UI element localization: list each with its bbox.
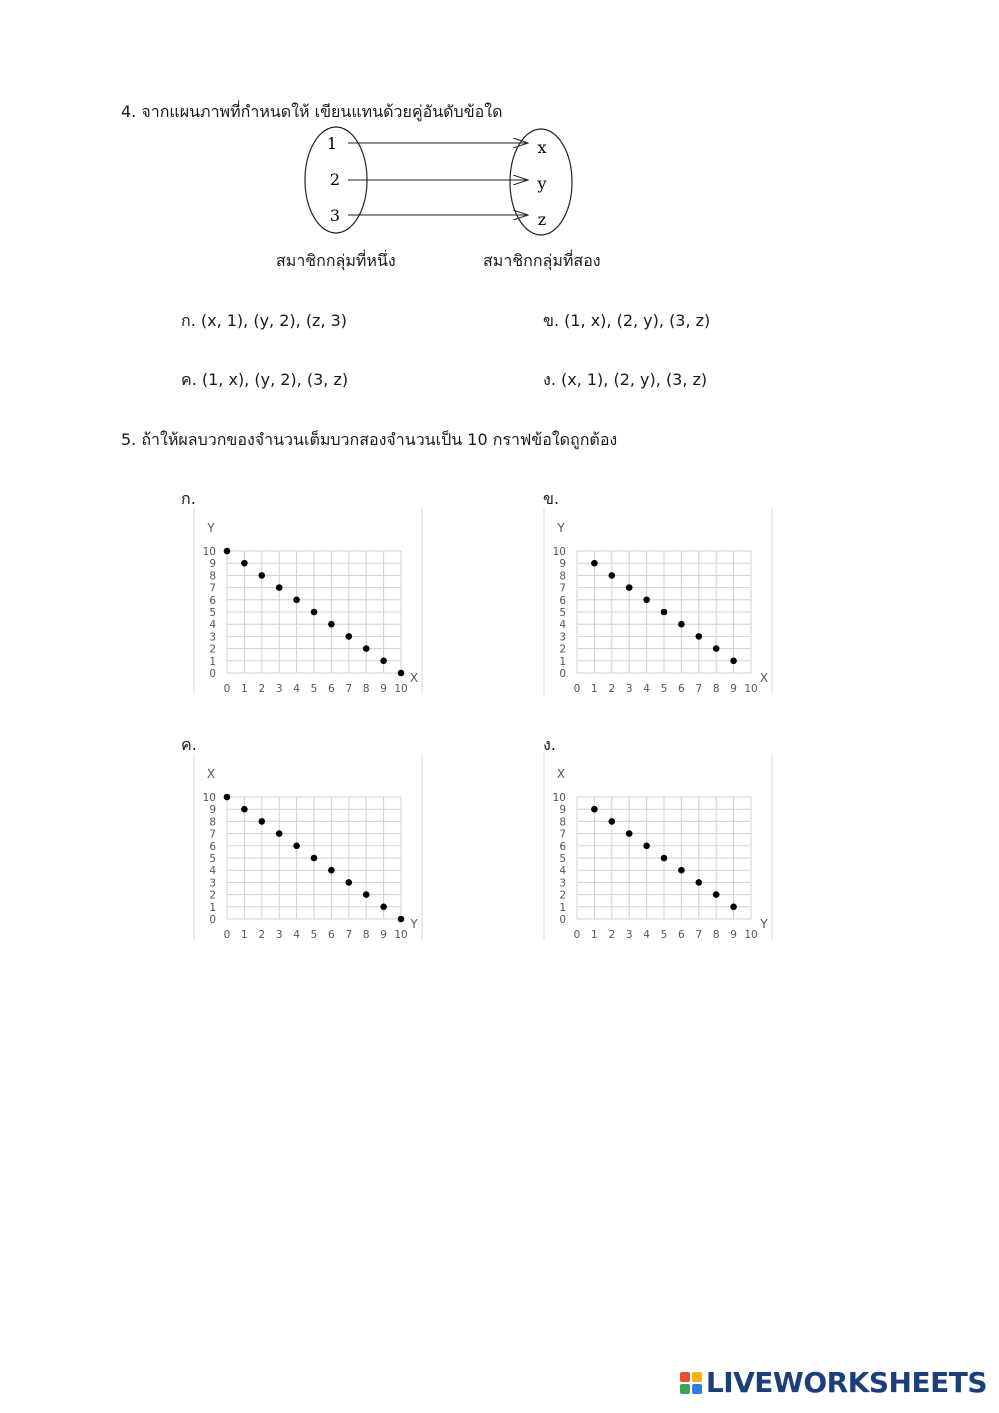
y-tick-label: 6 xyxy=(209,840,216,853)
q4-choice-b[interactable]: ข. (1, x), (2, y), (3, z) xyxy=(543,311,711,330)
y-tick-label: 3 xyxy=(209,631,216,644)
data-point xyxy=(293,843,300,850)
data-point xyxy=(661,855,668,862)
x-tick-label: 3 xyxy=(625,929,633,941)
chart-b xyxy=(540,505,780,700)
data-point xyxy=(346,879,353,886)
x-tick-label: 5 xyxy=(660,929,668,941)
right-item-x: x xyxy=(537,138,547,157)
y-tick-label: 8 xyxy=(559,816,566,829)
chart-a-label[interactable]: ก. xyxy=(181,489,196,508)
data-point xyxy=(276,830,283,837)
y-tick-label: 8 xyxy=(559,570,566,583)
x-tick-label: 7 xyxy=(695,683,703,695)
x-tick-label: 10 xyxy=(394,683,408,695)
y-tick-label: 2 xyxy=(209,643,216,656)
data-point xyxy=(241,806,248,813)
y-tick-label: 10 xyxy=(552,792,566,804)
y-tick-label: 6 xyxy=(559,594,566,607)
chart-c-label[interactable]: ค. xyxy=(181,735,197,754)
y-tick-label: 9 xyxy=(209,558,216,571)
y-tick-label: 0 xyxy=(209,668,216,680)
x-tick-label: 9 xyxy=(380,929,387,941)
data-point xyxy=(224,794,231,801)
right-item-y: y xyxy=(537,174,547,193)
x-tick-label: 0 xyxy=(223,683,231,695)
data-point xyxy=(730,904,737,911)
chart-c xyxy=(190,751,430,946)
x-tick-label: 8 xyxy=(362,929,370,941)
data-point xyxy=(293,597,300,604)
data-point xyxy=(678,621,685,628)
x-tick-label: 6 xyxy=(328,929,335,941)
x-tick-label: 7 xyxy=(345,683,353,695)
x-tick-label: 2 xyxy=(258,929,266,941)
question-5-text: 5. ถ้าให้ผลบวกของจำนวนเต็มบวกสองจำนวนเป็น 10 กราฟข้อใดถูกต้อง xyxy=(121,430,618,449)
data-point xyxy=(259,818,266,825)
y-tick-label: 3 xyxy=(209,877,216,890)
x-axis-label: Y xyxy=(760,917,768,931)
x-axis-label: X xyxy=(409,671,419,685)
y-axis-label: Y xyxy=(557,521,565,535)
data-point xyxy=(591,806,598,813)
data-point xyxy=(380,658,387,665)
x-tick-label: 10 xyxy=(744,683,758,695)
data-point xyxy=(241,560,248,567)
data-point xyxy=(311,855,318,862)
data-point xyxy=(626,830,633,837)
y-tick-label: 9 xyxy=(209,804,216,817)
y-tick-label: 8 xyxy=(209,570,216,583)
question-4-text: 4. จากแผนภาพที่กำหนดให้ เขียนแทนด้วยคู่อันดับข้อใด xyxy=(121,102,503,121)
x-axis-label: Y xyxy=(410,917,418,931)
x-tick-label: 0 xyxy=(573,683,581,695)
y-tick-label: 9 xyxy=(559,804,566,817)
q4-choice-c[interactable]: ค. (1, x), (y, 2), (3, z) xyxy=(181,370,349,389)
data-point xyxy=(398,670,405,677)
x-tick-label: 1 xyxy=(241,929,248,941)
data-point xyxy=(713,891,720,898)
x-tick-label: 4 xyxy=(643,683,650,695)
y-tick-label: 10 xyxy=(552,546,566,558)
y-tick-label: 4 xyxy=(209,619,216,632)
chart-d-label[interactable]: ง. xyxy=(543,735,556,754)
logo-text: LIVEWORKSHEETS xyxy=(705,1366,987,1399)
y-tick-label: 8 xyxy=(209,816,216,829)
y-tick-label: 5 xyxy=(209,853,216,865)
x-tick-label: 5 xyxy=(660,683,668,695)
data-point xyxy=(380,904,387,911)
left-set-caption: สมาชิกกลุ่มที่หนึ่ง xyxy=(276,251,396,270)
y-tick-label: 6 xyxy=(559,840,566,853)
y-tick-label: 3 xyxy=(559,877,566,890)
y-tick-label: 2 xyxy=(559,889,566,902)
x-tick-label: 4 xyxy=(293,929,300,941)
x-tick-label: 2 xyxy=(258,683,266,695)
y-tick-label: 0 xyxy=(209,914,216,926)
y-tick-label: 10 xyxy=(202,792,216,804)
x-tick-label: 3 xyxy=(275,683,283,695)
logo-grid-icon xyxy=(680,1372,702,1394)
x-tick-label: 1 xyxy=(591,929,598,941)
x-tick-label: 7 xyxy=(345,929,353,941)
y-tick-label: 4 xyxy=(209,865,216,878)
chart-a xyxy=(190,505,430,700)
y-tick-label: 7 xyxy=(559,828,566,841)
data-point xyxy=(224,548,231,555)
data-point xyxy=(591,560,598,567)
data-point xyxy=(643,597,650,604)
x-tick-label: 4 xyxy=(293,683,300,695)
y-axis-label: X xyxy=(556,767,566,781)
q4-choice-a[interactable]: ก. (x, 1), (y, 2), (z, 3) xyxy=(181,311,348,330)
chart-b-label[interactable]: ข. xyxy=(543,489,560,508)
y-tick-label: 3 xyxy=(559,631,566,644)
y-tick-label: 4 xyxy=(559,619,566,632)
data-point xyxy=(678,867,685,874)
x-tick-label: 8 xyxy=(362,683,370,695)
data-point xyxy=(661,609,668,616)
x-tick-label: 4 xyxy=(643,929,650,941)
q4-choice-d[interactable]: ง. (x, 1), (2, y), (3, z) xyxy=(543,370,708,389)
data-point xyxy=(730,658,737,665)
y-tick-label: 5 xyxy=(209,607,216,619)
y-tick-label: 7 xyxy=(209,828,216,841)
x-tick-label: 1 xyxy=(241,683,248,695)
x-tick-label: 8 xyxy=(712,929,720,941)
right-set-caption: สมาชิกกลุ่มที่สอง xyxy=(483,251,601,270)
x-tick-label: 1 xyxy=(591,683,598,695)
x-tick-label: 5 xyxy=(310,929,318,941)
x-tick-label: 8 xyxy=(712,683,720,695)
y-axis-label: X xyxy=(206,767,216,781)
data-point xyxy=(363,891,370,898)
data-point xyxy=(609,572,616,579)
y-tick-label: 1 xyxy=(209,901,216,914)
y-tick-label: 1 xyxy=(559,655,566,668)
x-tick-label: 6 xyxy=(328,683,335,695)
y-tick-label: 0 xyxy=(559,668,566,680)
data-point xyxy=(643,843,650,850)
x-tick-label: 3 xyxy=(625,683,633,695)
x-tick-label: 9 xyxy=(380,683,387,695)
data-point xyxy=(363,645,370,652)
x-tick-label: 10 xyxy=(744,929,758,941)
left-item-3: 3 xyxy=(329,206,341,225)
data-point xyxy=(713,645,720,652)
y-tick-label: 2 xyxy=(559,643,566,656)
y-tick-label: 1 xyxy=(209,655,216,668)
x-tick-label: 10 xyxy=(394,929,408,941)
y-tick-label: 5 xyxy=(559,853,566,865)
y-tick-label: 7 xyxy=(209,582,216,595)
y-tick-label: 1 xyxy=(559,901,566,914)
data-point xyxy=(311,609,318,616)
y-tick-label: 10 xyxy=(202,546,216,558)
x-tick-label: 0 xyxy=(223,929,231,941)
data-point xyxy=(696,633,703,640)
x-tick-label: 7 xyxy=(695,929,703,941)
x-axis-label: X xyxy=(759,671,769,685)
left-item-1: 1 xyxy=(326,134,338,153)
data-point xyxy=(398,916,405,923)
data-point xyxy=(696,879,703,886)
y-axis-label: Y xyxy=(207,521,215,535)
y-tick-label: 4 xyxy=(559,865,566,878)
x-tick-label: 2 xyxy=(608,929,616,941)
data-point xyxy=(328,621,335,628)
x-tick-label: 0 xyxy=(573,929,581,941)
liveworksheets-logo xyxy=(680,1366,987,1399)
y-tick-label: 6 xyxy=(209,594,216,607)
x-tick-label: 5 xyxy=(310,683,318,695)
data-point xyxy=(346,633,353,640)
data-point xyxy=(626,584,633,591)
y-tick-label: 2 xyxy=(209,889,216,902)
data-point xyxy=(259,572,266,579)
data-point xyxy=(276,584,283,591)
right-item-z: z xyxy=(537,210,547,229)
data-point xyxy=(328,867,335,874)
x-tick-label: 6 xyxy=(678,929,685,941)
x-tick-label: 2 xyxy=(608,683,616,695)
x-tick-label: 9 xyxy=(730,683,737,695)
chart-d xyxy=(540,751,780,946)
y-tick-label: 9 xyxy=(559,558,566,571)
data-point xyxy=(609,818,616,825)
x-tick-label: 9 xyxy=(730,929,737,941)
x-tick-label: 3 xyxy=(275,929,283,941)
x-tick-label: 6 xyxy=(678,683,685,695)
y-tick-label: 5 xyxy=(559,607,566,619)
y-tick-label: 0 xyxy=(559,914,566,926)
y-tick-label: 7 xyxy=(559,582,566,595)
left-item-2: 2 xyxy=(329,170,341,189)
